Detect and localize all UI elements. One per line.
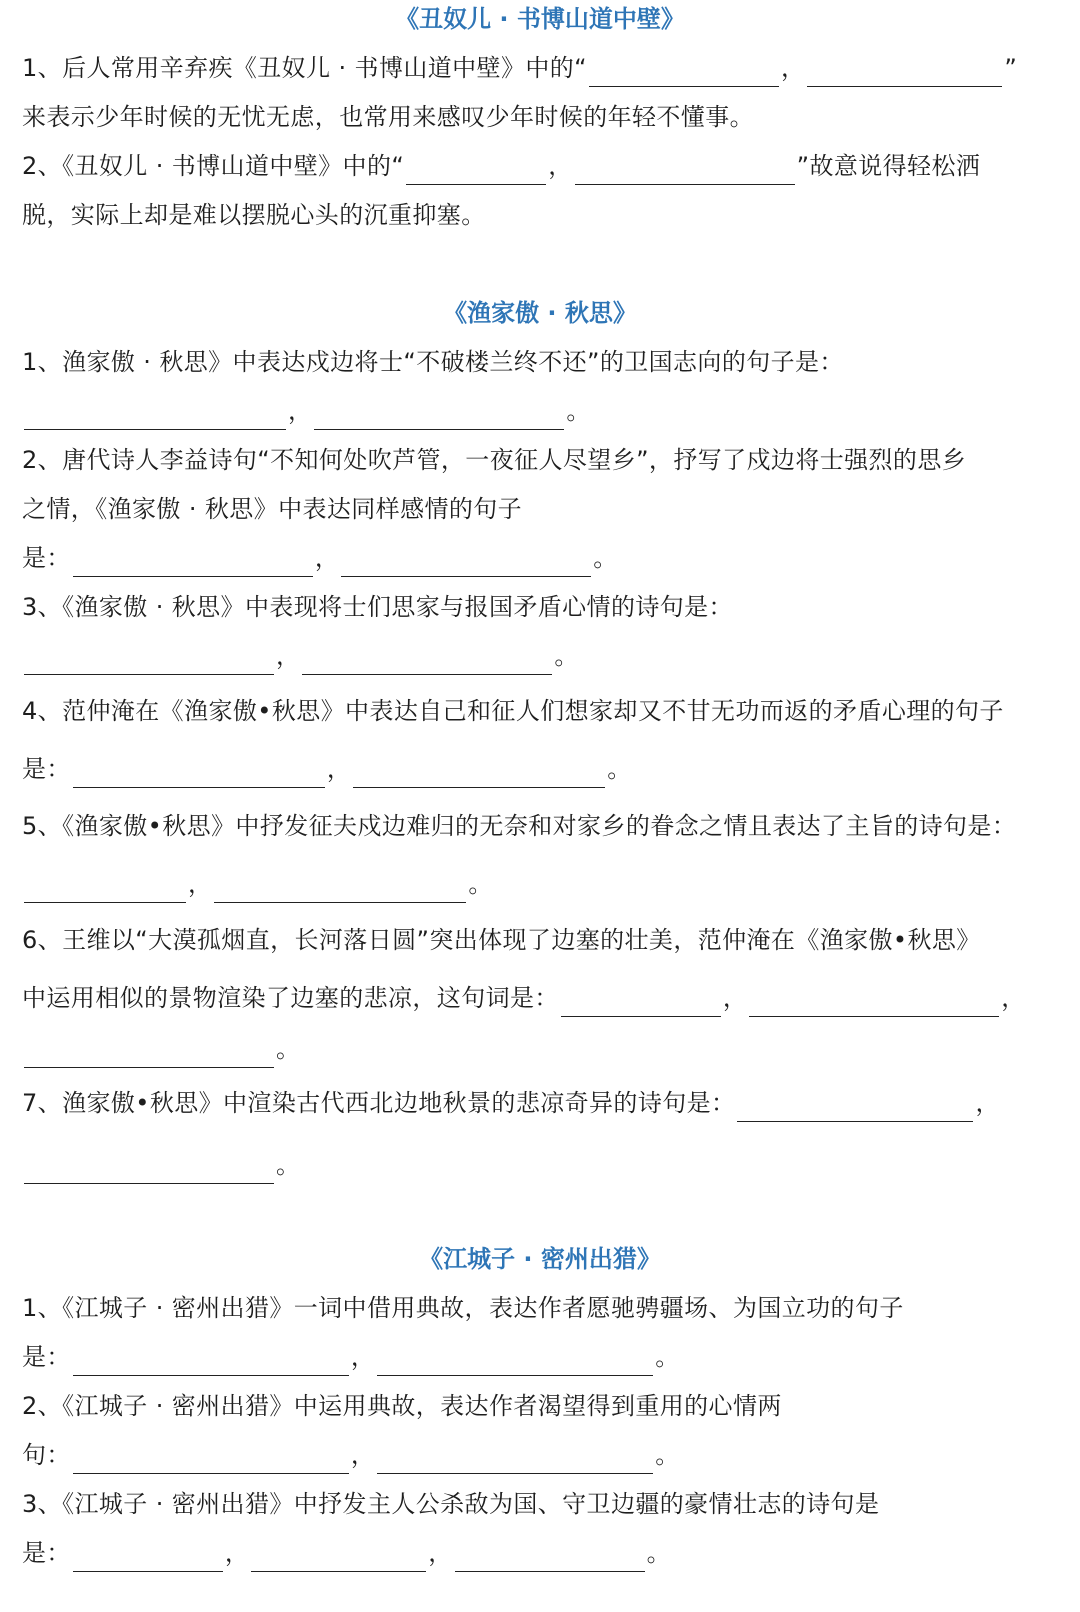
question-text: 是： <box>22 544 71 572</box>
question-text: 7、渔家傲•秋思》中渲染古代西北边地秋景的悲凉奇异的诗句是： <box>22 1089 736 1117</box>
punctuation: ” <box>1004 54 1018 82</box>
question-text: 脱，实际上却是难以摆脱心头的沉重抑塞。 <box>22 201 486 229</box>
answer-line <box>22 1534 671 1572</box>
question-line <box>22 979 1026 1017</box>
answer-blank[interactable] <box>73 757 325 788</box>
answer-blank[interactable] <box>314 399 564 430</box>
answer-blank[interactable] <box>749 986 999 1017</box>
punctuation: ， <box>548 152 573 180</box>
punctuation: ， <box>350 1343 376 1371</box>
question-line <box>22 1289 904 1327</box>
punctuation: ， <box>188 870 213 898</box>
answer-blank[interactable] <box>406 154 546 185</box>
question-text: 2、唐代诗人李益诗句“不知何处吹芦管，一夜征人尽望乡”，抒写了戍边将士强烈的思乡 <box>22 446 967 474</box>
section-title-chounuer <box>0 0 1080 38</box>
question-line <box>22 147 980 185</box>
answer-line <box>22 637 579 675</box>
punctuation: 。 <box>655 1441 680 1469</box>
punctuation: ， <box>288 397 313 425</box>
punctuation: 。 <box>554 642 579 670</box>
question-text: 1、后人常用辛弃疾《丑奴儿 · 书博山道中壁》中的“ <box>22 54 587 82</box>
question-text: 6、王维以“大漠孤烟直，长河落日圆”突出体现了边塞的壮美，范仲淹在《渔家傲•秋思》 <box>22 926 981 954</box>
punctuation: ， <box>314 544 340 572</box>
question-text: 1、《江城子 · 密州出猎》一词中借用典故，表达作者愿驰骋疆场、为国立功的句子 <box>22 1294 904 1322</box>
answer-blank[interactable] <box>589 56 779 87</box>
question-text: 3、《渔家傲 · 秋思》中表现将士们思家与报国矛盾心情的诗句是： <box>22 593 733 621</box>
section-title-jiangchengzi <box>0 1240 1080 1278</box>
answer-blank[interactable] <box>214 872 466 903</box>
answer-blank[interactable] <box>575 154 795 185</box>
punctuation: 。 <box>566 397 591 425</box>
punctuation: 。 <box>593 544 618 572</box>
question-line <box>22 692 1004 730</box>
question-text: 4、范仲淹在《渔家傲•秋思》中表达自己和征人们想家却又不甘无功而返的矛盾心理的句子 <box>22 697 1004 725</box>
question-text: 1、渔家傲 · 秋思》中表达戍边将士“不破楼兰终不还”的卫国志向的句子是： <box>22 348 844 376</box>
question-text: ”故意说得轻松洒 <box>796 152 981 180</box>
answer-line <box>22 865 493 903</box>
question-line <box>22 196 486 234</box>
answer-blank[interactable] <box>73 1443 349 1474</box>
answer-blank[interactable] <box>73 1541 223 1572</box>
punctuation: 。 <box>607 755 632 783</box>
punctuation: 。 <box>655 1343 680 1371</box>
question-line <box>22 588 733 626</box>
question-text: 是： <box>22 1539 71 1567</box>
question-text: 之情，《渔家傲 · 秋思》中表达同样感情的句子 <box>22 495 523 523</box>
answer-blank[interactable] <box>561 986 721 1017</box>
answer-line <box>22 1146 300 1184</box>
punctuation: 。 <box>646 1539 672 1567</box>
question-line <box>22 441 966 479</box>
answer-line <box>22 1436 680 1474</box>
question-line <box>22 1387 782 1425</box>
punctuation: ， <box>781 54 806 82</box>
answer-blank[interactable] <box>377 1345 653 1376</box>
section-title-text: 《丑奴儿 · 书博山道中壁》 <box>395 5 685 33</box>
answer-blank[interactable] <box>455 1541 645 1572</box>
question-line <box>22 1485 879 1523</box>
question-line <box>22 98 754 136</box>
answer-line <box>22 750 632 788</box>
answer-blank[interactable] <box>24 399 286 430</box>
question-text: 来表示少年时候的无忧无虑，也常用来感叹少年时候的年轻不懂事。 <box>22 103 754 131</box>
punctuation: ， <box>350 1441 376 1469</box>
answer-blank[interactable] <box>353 757 605 788</box>
answer-blank[interactable] <box>24 1153 274 1184</box>
punctuation: ， <box>326 755 352 783</box>
answer-blank[interactable] <box>24 644 274 675</box>
answer-line <box>22 1338 680 1376</box>
question-text: 5、《渔家傲•秋思》中抒发征夫戍边难归的无奈和对家乡的眷念之情且表达了主旨的诗句是： <box>22 812 1017 840</box>
answer-blank[interactable] <box>24 1037 274 1068</box>
question-text: 中运用相似的景物渲染了边塞的悲凉，这句词是： <box>22 984 559 1012</box>
punctuation: ， <box>722 984 748 1012</box>
question-line <box>22 490 522 528</box>
answer-blank[interactable] <box>251 1541 426 1572</box>
punctuation: ， <box>428 1539 453 1567</box>
punctuation: 。 <box>468 870 493 898</box>
section-title-text: 《江城子 · 密州出猎》 <box>419 1245 661 1273</box>
answer-blank[interactable] <box>73 1345 349 1376</box>
answer-blank[interactable] <box>24 872 186 903</box>
punctuation: ， <box>975 1089 1000 1117</box>
answer-blank[interactable] <box>302 644 552 675</box>
question-text: 句： <box>22 1441 71 1469</box>
question-text: 是： <box>22 755 71 783</box>
punctuation: 。 <box>276 1151 301 1179</box>
answer-blank[interactable] <box>377 1443 653 1474</box>
question-line <box>22 921 981 959</box>
answer-blank[interactable] <box>737 1091 973 1122</box>
punctuation: ， <box>276 642 301 670</box>
answer-line <box>22 539 618 577</box>
section-title-yujiaao <box>0 294 1080 332</box>
answer-line <box>22 392 591 430</box>
question-text: 2、《江城子 · 密州出猎》中运用典故，表达作者渴望得到重用的心情两 <box>22 1392 782 1420</box>
question-line <box>22 49 1017 87</box>
question-text: 2、《丑奴儿 · 书博山道中壁》中的“ <box>22 152 405 180</box>
answer-blank[interactable] <box>73 546 313 577</box>
question-line <box>22 343 844 381</box>
answer-blank[interactable] <box>341 546 591 577</box>
question-text: 3、《江城子 · 密州出猎》中抒发主人公杀敌为国、守卫边疆的豪情壮志的诗句是 <box>22 1490 880 1518</box>
punctuation: 。 <box>276 1035 301 1063</box>
section-title-text: 《渔家傲 · 秋思》 <box>443 299 637 327</box>
question-text: 是： <box>22 1343 71 1371</box>
answer-line <box>22 1030 300 1068</box>
question-line <box>22 1084 1000 1122</box>
punctuation: ， <box>224 1539 250 1567</box>
answer-blank[interactable] <box>807 56 1002 87</box>
punctuation: ， <box>1001 984 1026 1012</box>
question-line <box>22 807 1016 845</box>
